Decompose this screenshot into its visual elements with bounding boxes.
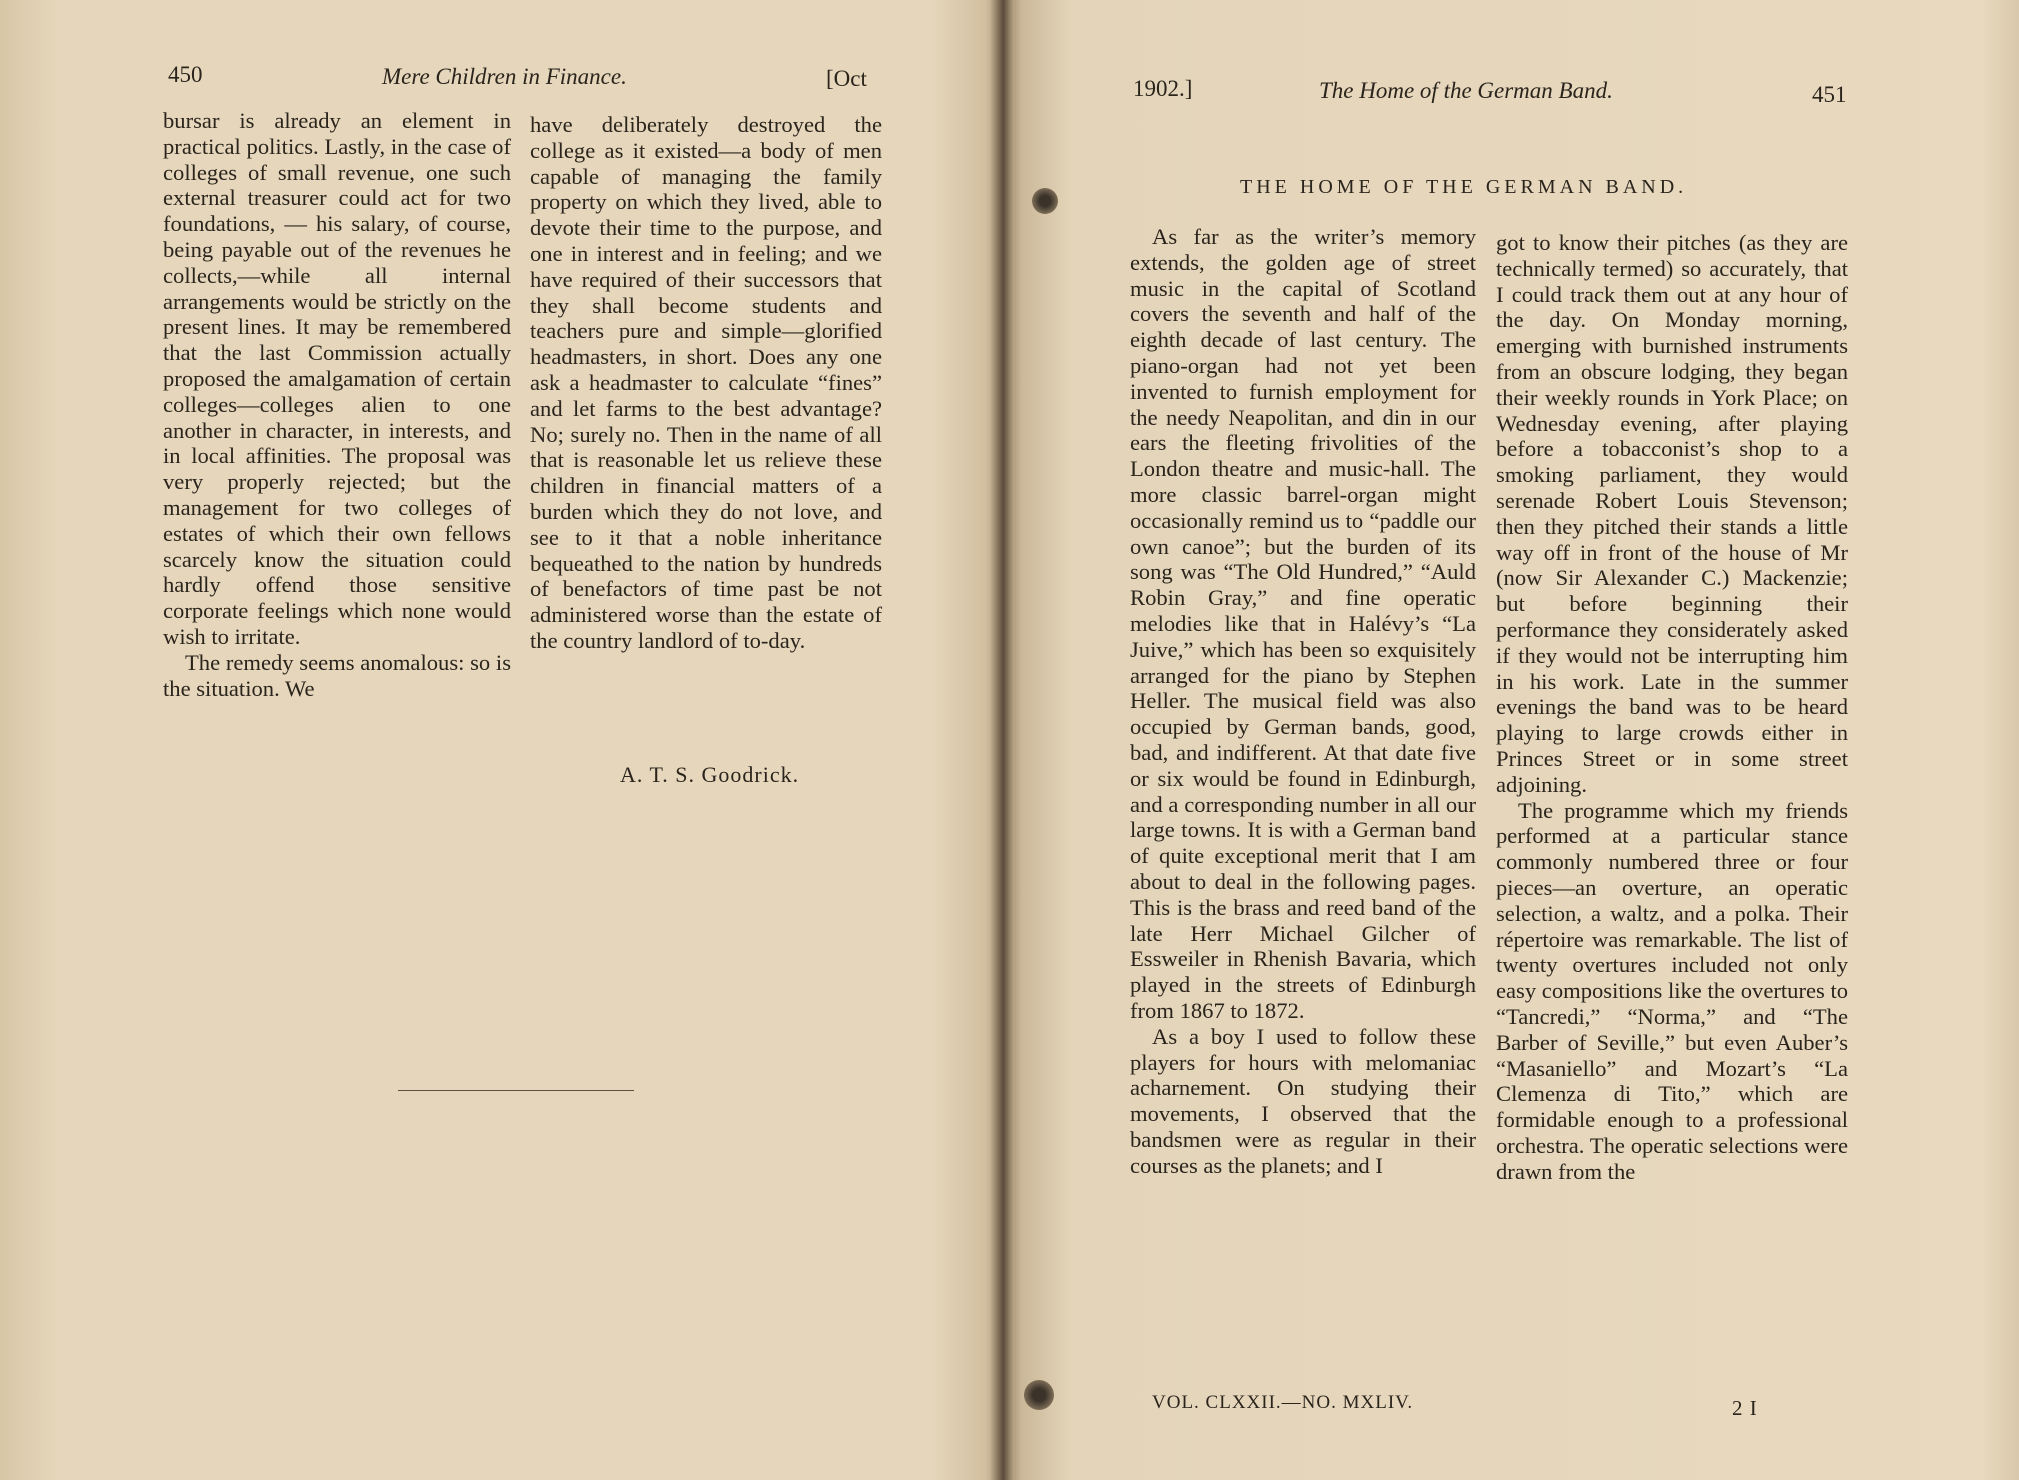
- paragraph: bursar is already an element in practical politics. Lastly, in the case of colleges of small revenue, one such external treasurer could act for two foundations, — his salary, of course, being payable out of the revenues he collects,—while all internal arrangements would be strictly on the present lines. It may be remembered that the last Commission actually proposed the amalgamation of certain colleges—colleges alien to one another in character, in interests, and in local affinities. The proposal was very properly rejected; but the management for two colleges of estates of which their own fellows scarcely know the situation could hardly offend those sensitive corporate feelings which none would wish to irritate.: [163, 108, 511, 649]
- binding-hole: [1032, 188, 1058, 214]
- paragraph: The remedy seems anomalous: so is the situation. We: [163, 649, 511, 701]
- paragraph: As far as the writer’s memory extends, the golden age of street music in the capital of Scotland covers the seventh and half of the eighth decade of last century. The piano-organ had not yet been invented to furnish employment for the needy Neapolitan, and din in our ears the fleeting frivolities of the London theatre and music-hall. The more classic barrel-organ might occasionally remind us to “paddle our own canoe”; but the burden of its song was “The Old Hundred,” “Auld Robin Gray,” and fine operatic melodies like that in Halévy’s “La Juive,” which has been so exquisitely arranged for the piano by Stephen Heller. The musical field was also occupied by German bands, good, bad, and indifferent. At that date five or six would be found in Edinburgh, and a corresponding number in all our large towns. It is with a German band of quite exceptional merit that I am about to deal in the following pages. This is the brass and reed band of the late Herr Michael Gilcher of Essweiler in Rhenish Bavaria, which played in the streets of Edinburgh from 1867 to 1872.: [1130, 224, 1476, 1023]
- right-column-1: [1130, 224, 1476, 1178]
- paragraph: The programme which my friends performed at a particular stance commonly numbered three or four pieces—an overture, an operatic selection, a waltz, and a polka. Their répertoire was remarkable. The list of twenty overtures included not only easy compositions like the overtures to “Tancredi,” “Norma,” and “The Barber of Seville,” but even Auber’s “Masaniello” and Mozart’s “La Clemenza di Tito,” which are formidable enough to a professional orchestra. The operatic selections were drawn from the: [1496, 797, 1849, 1184]
- right-running-title: The Home of the German Band.: [1319, 78, 1613, 103]
- binding-hole: [1024, 1380, 1054, 1410]
- signature-mark: 2 I: [1732, 1396, 1758, 1420]
- left-page-number: 450: [168, 62, 203, 87]
- right-page-number: 451: [1812, 82, 1847, 107]
- paragraph: have deliberately destroyed the college as it existed—a body of men capable of managing the family property on which they lived, able to devote their time to the purpose, and one in interest and in feeling; and we have required of their successors that they shall become students and teachers pure and simple—glorified headmasters, in short. Does any one ask a headmaster to calculate “fines” and let farms to the best advantage? No; surely no. Then in the name of all that is reasonable let us relieve these children in financial matters of a burden which they do not love, and see to it that a noble inheritance bequeathed to the nation by hundreds of benefactors of time past be not administered worse than the estate of the country landlord of to-day.: [530, 112, 882, 653]
- paragraph: got to know their pitches (as they are technically termed) so accurately, that I could track them out at any hour of the day. On Monday morning, emerging with burnished instruments from an obscure lodging, they began their weekly rounds in York Place; on Wednesday evening, after playing before a tobacconist’s shop to a smoking parliament, they would serenade Robert Louis Stevenson; then they pitched their stands a little way off in front of the house of Mr (now Sir Alexander C.) Mackenzie; but before beginning their performance they considerately asked if they would not be interrupting him in his work. Late in the summer evenings the band was to be heard playing to large crowds either in Princes Street or in some street adjoining.: [1496, 230, 1848, 797]
- left-page: [0, 0, 1002, 1480]
- volume-footer: VOL. CLXXII.—NO. MXLIV.: [1152, 1392, 1414, 1413]
- right-column-2: [1496, 230, 1848, 1184]
- right-page: [1002, 0, 2019, 1480]
- left-date-bracket: [Oct: [826, 66, 867, 91]
- book-gutter: [990, 0, 1014, 1480]
- author-signature: A. T. S. Goodrick.: [620, 762, 800, 787]
- paragraph: As a boy I used to follow these players for hours with melomaniac acharnement. On studying their movements, I observed that the bandsmen were as regular in their courses as the planets; and I: [1130, 1023, 1476, 1178]
- left-column-1: [163, 108, 511, 701]
- left-column-2: [530, 112, 882, 654]
- left-running-title: Mere Children in Finance.: [382, 64, 627, 89]
- section-divider: [398, 1090, 634, 1091]
- article-title: THE HOME OF THE GERMAN BAND.: [1240, 176, 1688, 198]
- right-date-bracket: 1902.]: [1133, 76, 1193, 101]
